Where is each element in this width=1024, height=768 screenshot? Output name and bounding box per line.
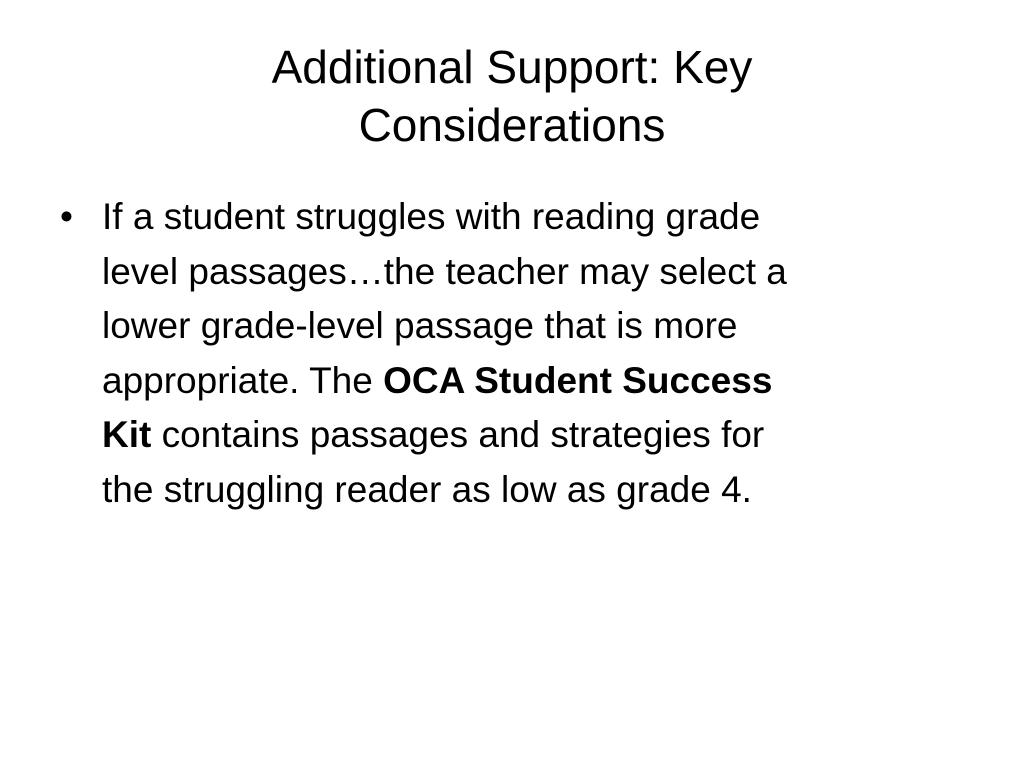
- kit-name-part-2: Kit: [102, 414, 152, 455]
- bullet-line-1: If a student struggles with reading grade: [102, 196, 761, 237]
- bullet-item: [60, 190, 960, 517]
- slide-title: [0, 38, 1024, 154]
- title-line-2: Considerations: [358, 99, 666, 151]
- kit-name-part-1: OCA Student Success: [383, 359, 773, 401]
- bullet-line-6: the struggling reader as low as grade 4.: [102, 468, 752, 510]
- bullet-text: [102, 190, 960, 517]
- bullet-line-2: level passages…the teacher may select a: [102, 250, 787, 292]
- bullet-icon: •: [60, 196, 73, 237]
- bullet-line-5-text: contains passages and strategies for: [151, 414, 765, 455]
- bullet-line-3: lower grade-level passage that is more: [102, 305, 738, 346]
- slide-body: [60, 190, 960, 517]
- title-line-1: Additional Support: Key: [271, 41, 753, 93]
- bullet-line-5: [102, 408, 960, 463]
- bullet-line-4-text: appropriate. The: [102, 359, 384, 401]
- bullet-line-4: [102, 354, 960, 409]
